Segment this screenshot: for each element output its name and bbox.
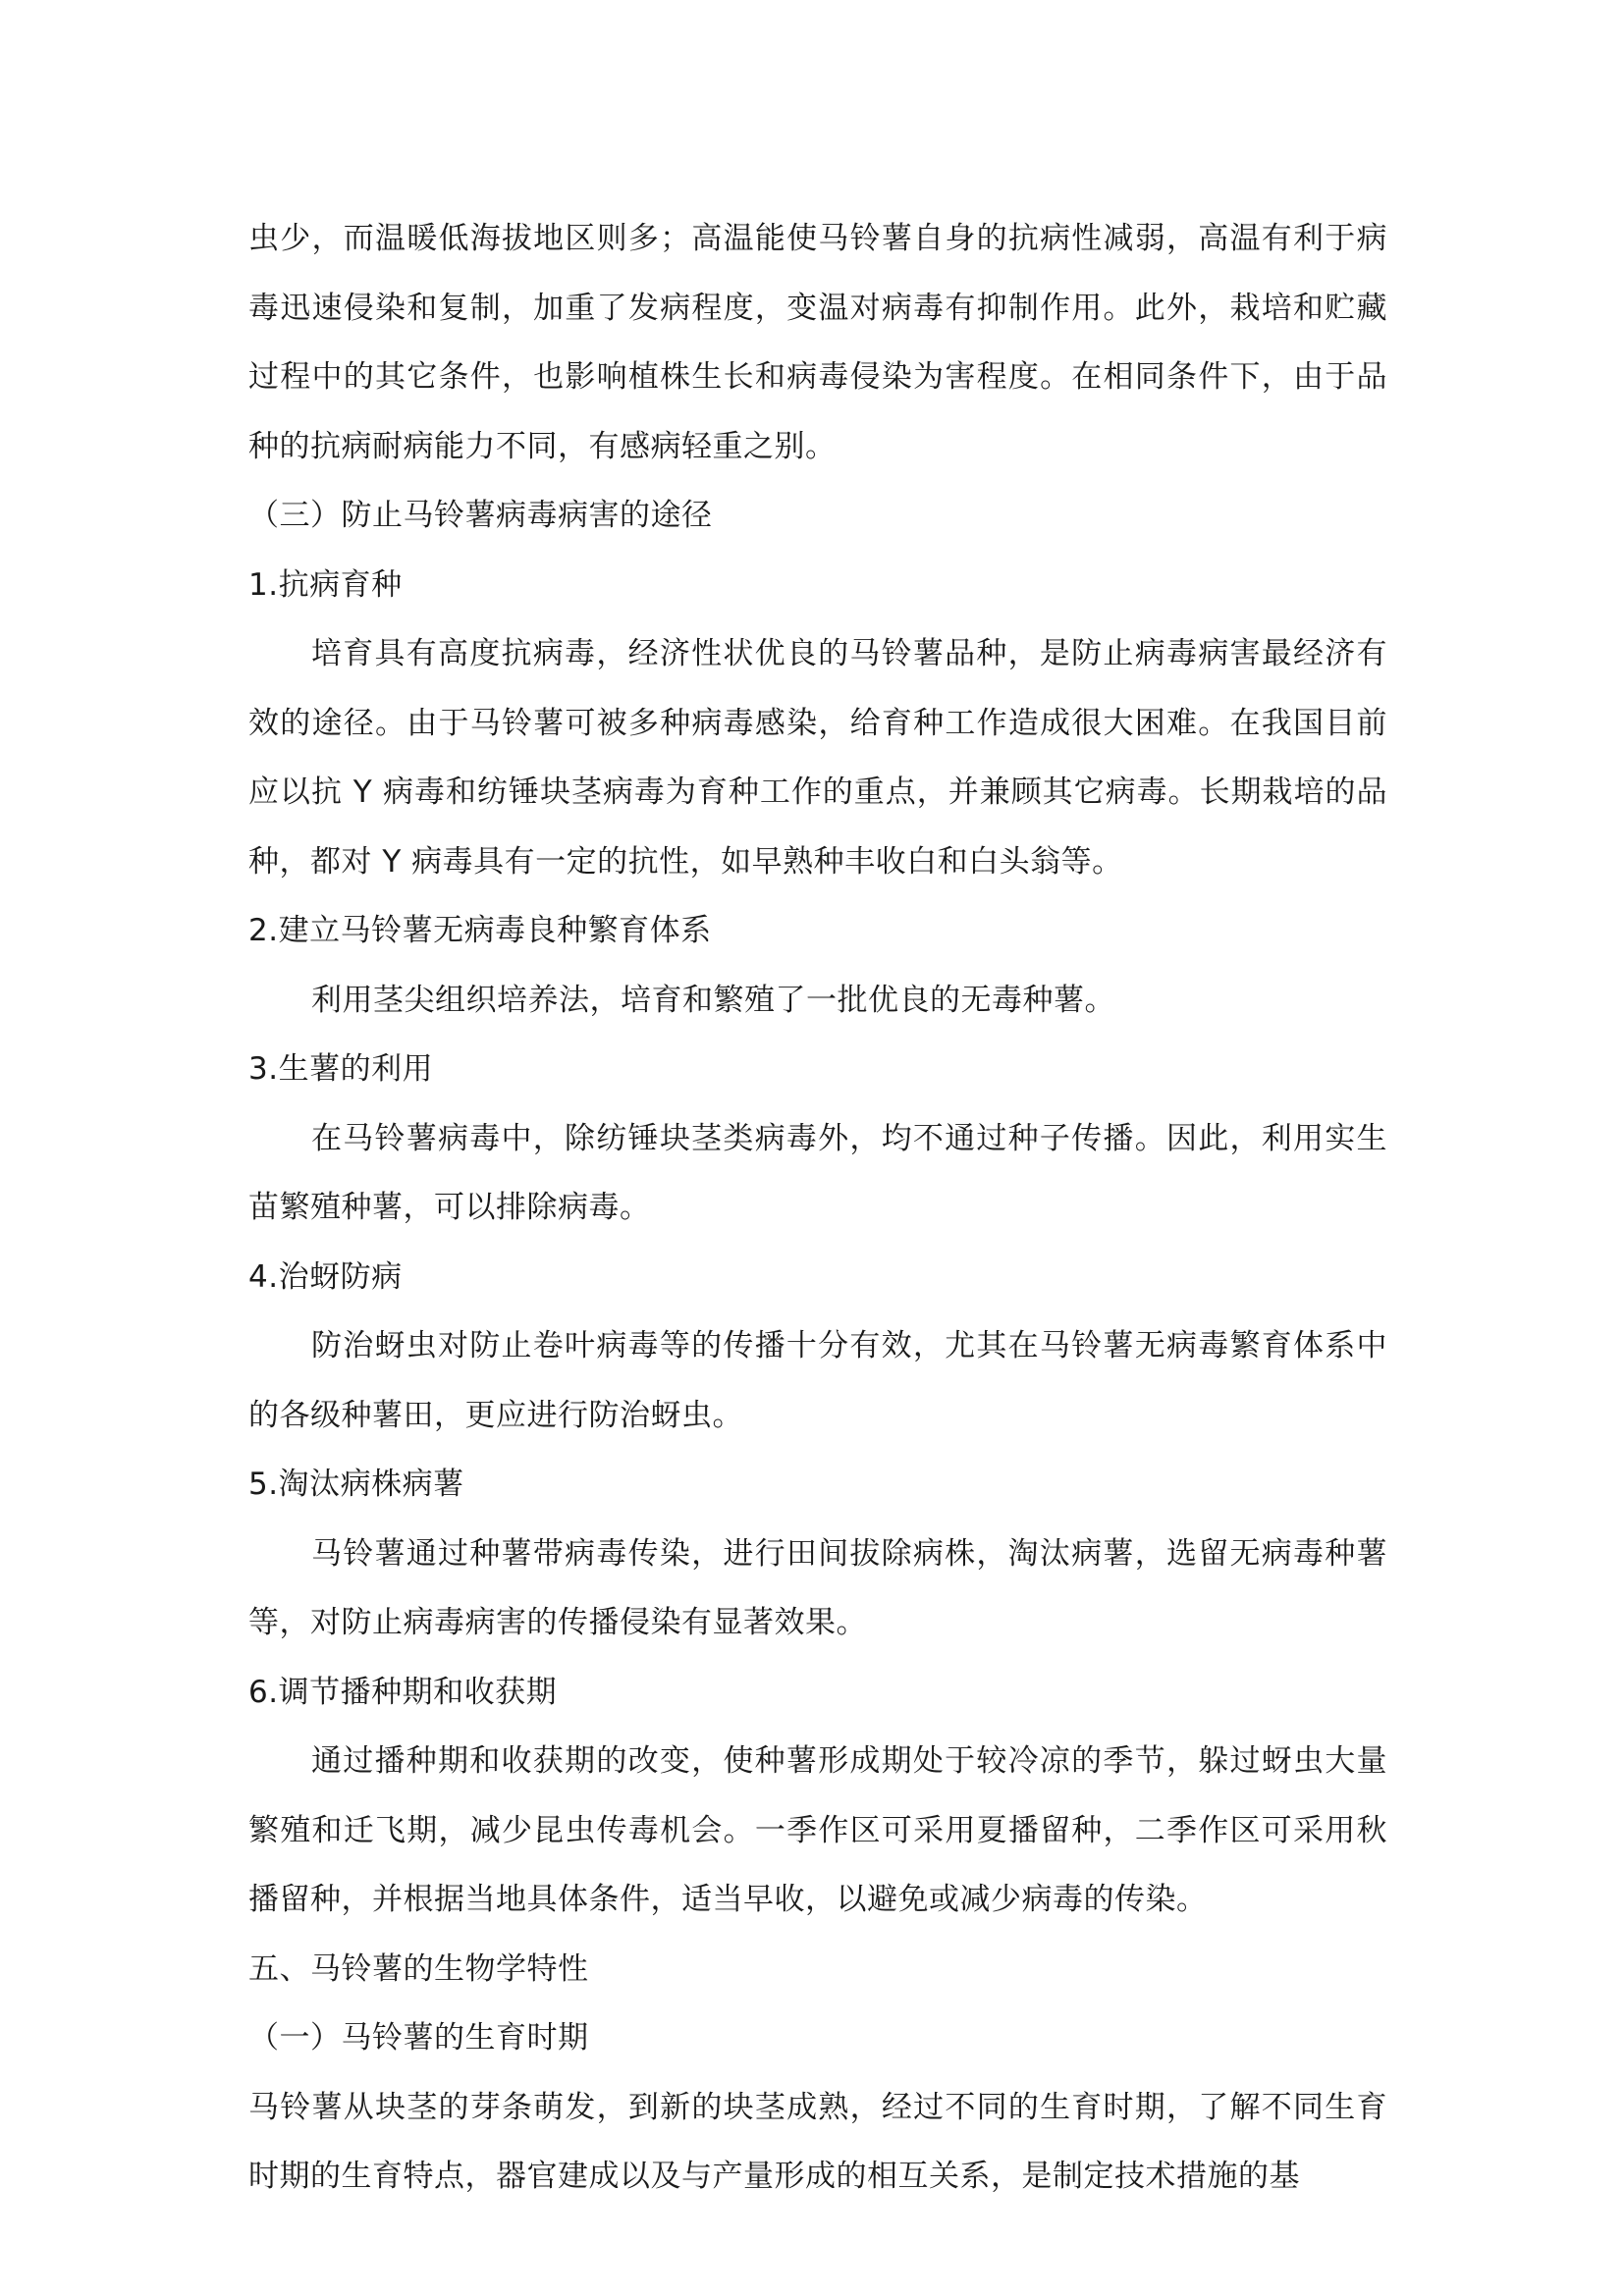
paragraph-aphid-control: 防治蚜虫对防止卷叶病毒等的传播十分有效，尤其在马铃薯无病毒繁育体系中的各级种薯田，更应进行防治蚜虫。 — [248, 1328, 1387, 1433]
heading-virus-free-system: 2.建立马铃薯无病毒良种繁育体系 — [248, 913, 712, 948]
paragraph-virus-free-system: 利用茎尖组织培养法，培育和繁殖了一批优良的无毒种薯。 — [311, 982, 1115, 1018]
paragraph-adjust-periods: 通过播种期和收获期的改变，使种薯形成期处于较冷凉的季节，躲过蚜虫大量繁殖和迁飞期，减少昆虫传毒机会。一季作区可采用夏播留种，二季作区可采用秋播留种，并根据当地具体条件，适当早收，以避免或减少病毒的传染。 — [248, 1743, 1387, 1917]
paragraph-seed-tuber-use: 在马铃薯病毒中，除纺锤块茎类病毒外，均不通过种子传播。因此，利用实生苗繁殖种薯，可以排除病毒。 — [248, 1120, 1387, 1225]
paragraph-virus-conditions: 虫少，而温暖低海拔地区则多；高温能使马铃薯自身的抗病性减弱，高温有利于病毒迅速侵染和复制，加重了发病程度，变温对病毒有抑制作用。此外，栽培和贮藏过程中的其它条件，也影响植株生长和病毒侵染为害程度。在相同条件下，由于品种的抗病耐病能力不同，有感病轻重之别。 — [248, 221, 1387, 464]
heading-growth-periods: （一）马铃薯的生育时期 — [248, 2020, 589, 2056]
document-body — [248, 204, 1387, 2212]
heading-seed-tuber-use: 3.生薯的利用 — [248, 1051, 434, 1087]
paragraph-resistance-breeding: 培育具有高度抗病毒，经济性状优良的马铃薯品种，是防止病毒病害最经济有效的途径。由于马铃薯可被多种病毒感染，给育种工作造成很大困难。在我国目前应以抗 Y 病毒和纺锤块茎病毒为育种工作的重点，并兼顾其它病毒。长期栽培的品种，都对 Y 病毒具有一定的抗性，如早熟种丰收白和白头翁等。 — [248, 636, 1387, 880]
paragraph-eliminate-diseased: 马铃薯通过种薯带病毒传染，进行田间拔除病株，淘汰病薯，选留无病毒种薯等，对防止病毒病害的传播侵染有显著效果。 — [248, 1535, 1387, 1640]
heading-adjust-periods: 6.调节播种期和收获期 — [248, 1674, 558, 1710]
heading-aphid-control: 4.治蚜防病 — [248, 1258, 403, 1295]
paragraph-growth-periods: 马铃薯从块茎的芽条萌发，到新的块茎成熟，经过不同的生育时期，了解不同生育时期的生育特点，器官建成以及与产量形成的相互关系，是制定技术措施的基 — [248, 2089, 1387, 2194]
heading-eliminate-diseased: 5.淘汰病株病薯 — [248, 1467, 464, 1502]
heading-resistance-breeding: 1.抗病育种 — [248, 566, 403, 603]
heading-prevention-approaches: （三）防止马铃薯病毒病害的途径 — [248, 498, 713, 533]
heading-biological-characteristics: 五、马铃薯的生物学特性 — [248, 1950, 589, 1987]
